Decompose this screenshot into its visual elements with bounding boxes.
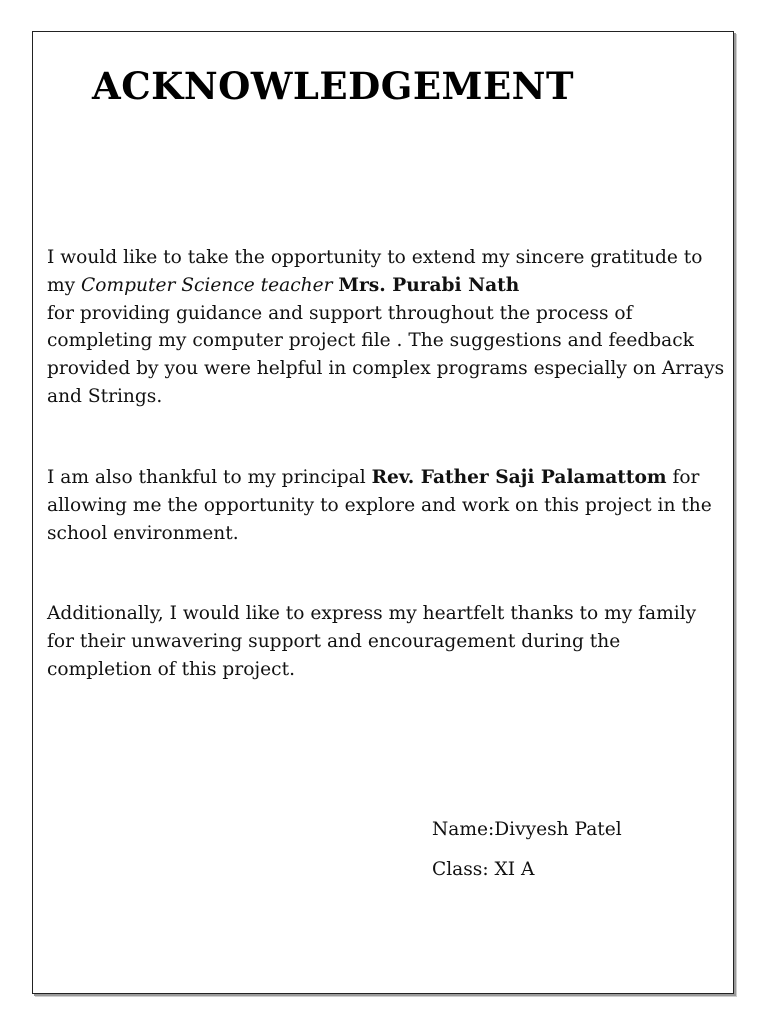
page-title: ACKNOWLEDGEMENT [92, 64, 575, 108]
paragraph-family-thanks: Additionally, I would like to express my heartfelt thanks to my family for their unwavering support and encouragement during the completion of this project. [47, 603, 697, 680]
paragraph-2-intro: I am also thankful to my principal [47, 467, 372, 488]
principal-name: Rev. Father Saji Palamattom [371, 467, 667, 488]
paragraph-1-rest: for providing guidance and support throughout the process of completing my computer project file . The suggestions and feedback provided by you were helpful in complex programs especially on Arrays and Strings. [47, 302, 725, 407]
teacher-role: Computer Science teacher [81, 274, 333, 296]
paragraph-teacher-thanks [47, 244, 727, 411]
signature-class: Class: XI A [432, 859, 535, 880]
paragraph-principal-thanks [47, 464, 727, 547]
signature-name: Name:Divyesh Patel [432, 819, 622, 840]
paragraph-2-rest: for allowing me the opportunity to explore and work on this project in the school environment. [47, 467, 712, 544]
teacher-name: Mrs. Purabi Nath [338, 274, 520, 296]
paragraph-1-intro: I would like to take the opportunity to extend my sincere gratitude to my [47, 247, 703, 296]
